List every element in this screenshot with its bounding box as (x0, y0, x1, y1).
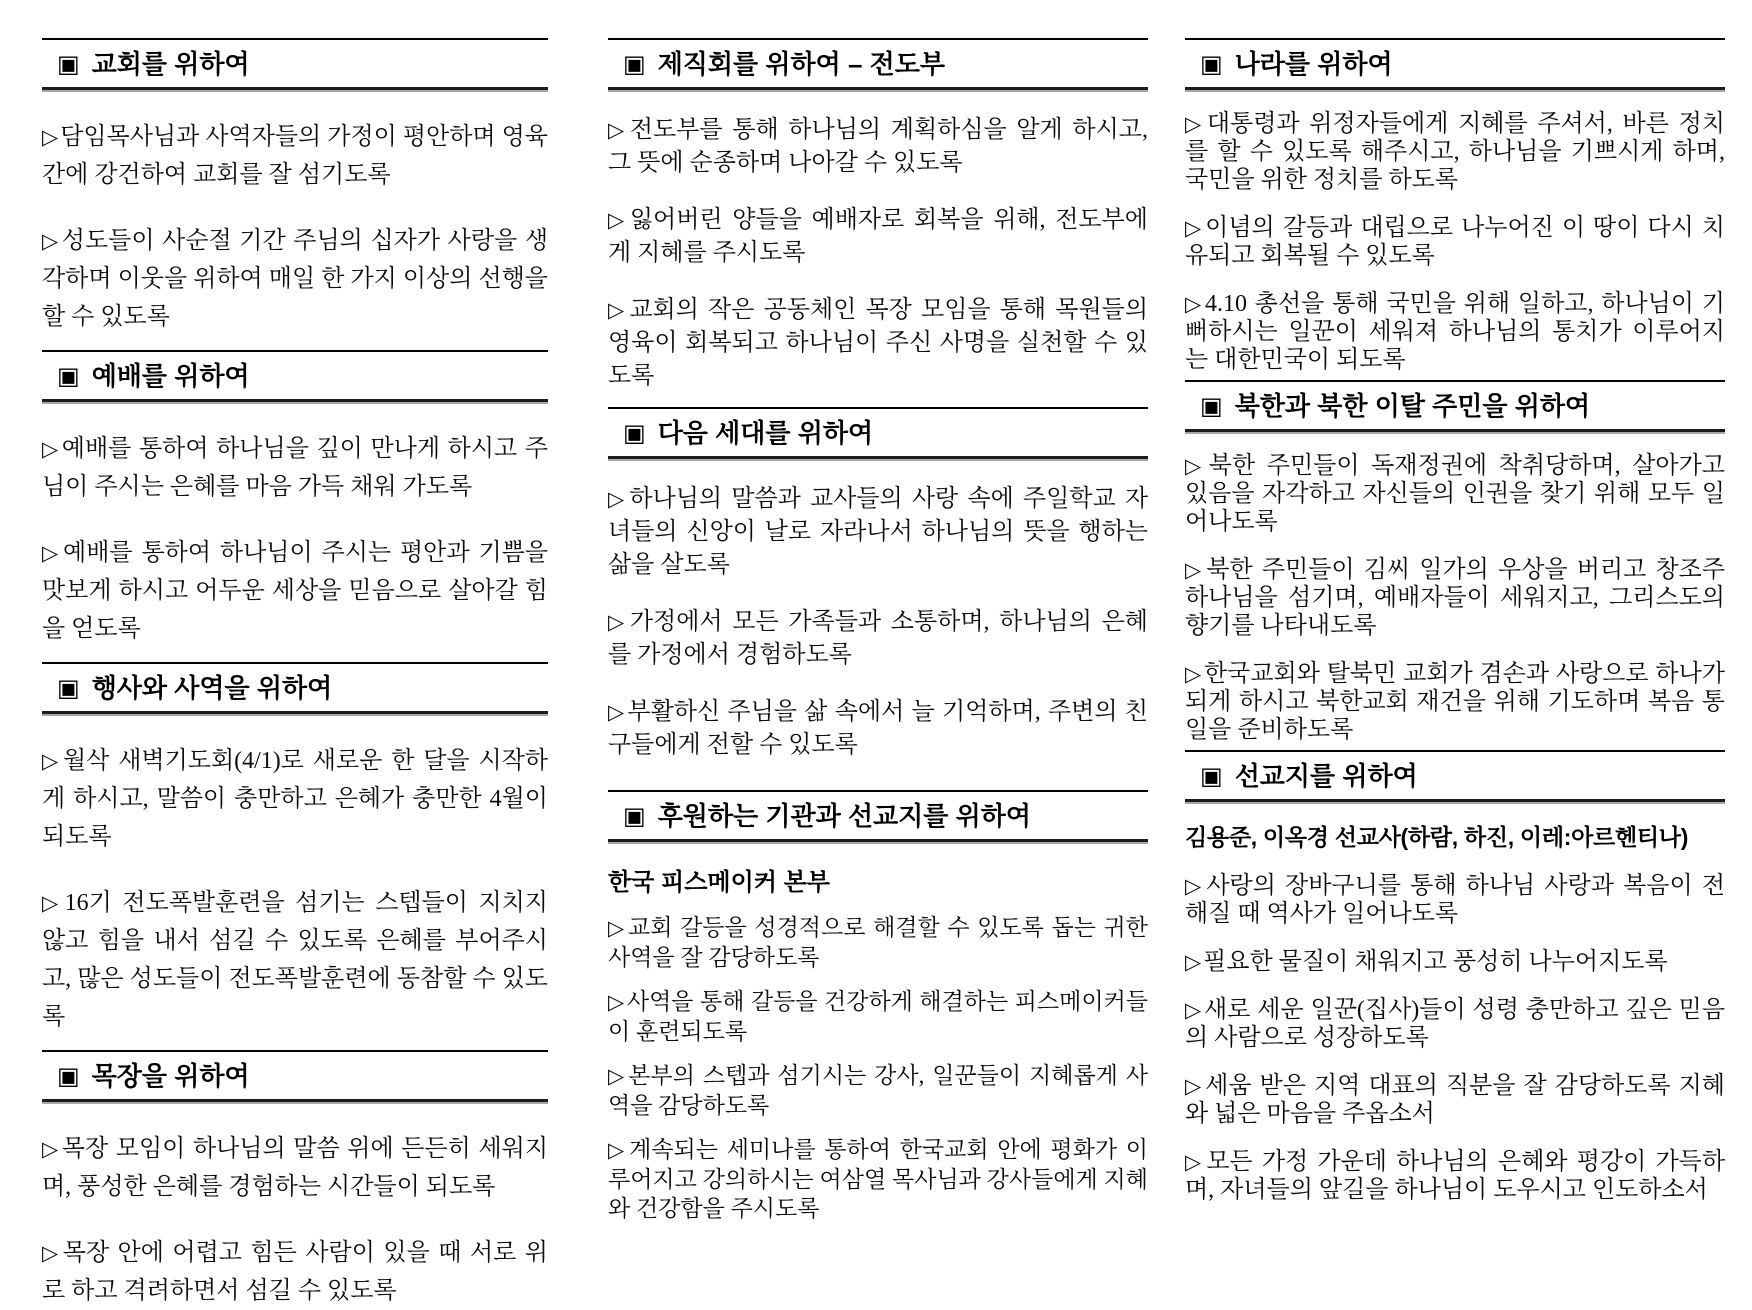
item-bullet-icon: ▷ (42, 891, 63, 915)
item-bullet-icon: ▷ (608, 208, 628, 232)
prayer-item (608, 913, 1148, 972)
prayer-item-text: 북한 주민들이 독재정권에 착취당하며, 살아가고 있음을 자각하고 자신들의 인권을 찾기 위해 모두 일어나도록 (1185, 453, 1725, 535)
item-bullet-icon: ▷ (1185, 662, 1202, 686)
item-bullet-icon: ▷ (608, 1064, 627, 1088)
prayer-item (608, 1135, 1148, 1223)
item-bullet-icon: ▷ (608, 610, 628, 634)
item-bullet-icon: ▷ (42, 749, 61, 773)
prayer-item (608, 987, 1148, 1046)
section-events-ministry (42, 662, 548, 1036)
section-worship (42, 350, 548, 648)
item-bullet-icon: ▷ (608, 700, 626, 724)
section-supported-organizations (608, 790, 1148, 1223)
prayer-item (608, 114, 1148, 180)
section-next-generation (608, 407, 1148, 762)
prayer-item-text: 사역을 통해 갈등을 건강하게 해결하는 피스메이커들이 훈련되도록 (608, 989, 1149, 1044)
prayer-item (1185, 1072, 1725, 1128)
section-nation (1185, 38, 1725, 374)
section-marker-icon: ▣ (1200, 50, 1223, 78)
section-church (42, 38, 548, 336)
prayer-item-text: 대통령과 위정자들에게 지혜를 주셔서, 바른 정치를 할 수 있도록 해주시고, 하나님을 기쁘시게 하며, 국민을 위한 정치를 하도록 (1185, 111, 1725, 193)
item-bullet-icon: ▷ (608, 118, 628, 142)
column-middle (608, 0, 1148, 1223)
prayer-item (1185, 556, 1725, 640)
section-header (1185, 38, 1725, 90)
prayer-item (42, 118, 548, 194)
prayer-item (1185, 1148, 1725, 1204)
section-title: 교회를 위하여 (91, 49, 250, 79)
section-mokjang (42, 1050, 548, 1310)
prayer-item (42, 430, 548, 506)
section-marker-icon: ▣ (623, 802, 646, 830)
column-right (1185, 0, 1725, 1204)
prayer-item (42, 1130, 548, 1206)
prayer-item (1185, 660, 1725, 744)
item-bullet-icon: ▷ (42, 541, 62, 565)
prayer-item (42, 534, 548, 648)
prayer-item-text: 예배를 통하여 하나님이 주시는 평안과 기쁨을 맛보게 하시고 어두운 세상을 믿음으로 살아갈 힘을 얻도록 (42, 540, 548, 642)
prayer-item (1185, 214, 1725, 270)
prayer-item-text: 계속되는 세미나를 통하여 한국교회 안에 평화가 이루어지고 강의하시는 여삼열 목사님과 강사들에게 지혜와 건강함을 주시도록 (608, 1137, 1149, 1221)
prayer-item (608, 294, 1148, 393)
item-bullet-icon: ▷ (42, 125, 59, 149)
item-bullet-icon: ▷ (1185, 112, 1205, 136)
prayer-item-text: 목장 모임이 하나님의 말씀 위에 든든히 세워지며, 풍성한 은혜를 경험하는 시간들이 되도록 (42, 1136, 548, 1200)
item-bullet-icon: ▷ (1185, 950, 1202, 974)
item-bullet-icon: ▷ (1185, 1074, 1204, 1098)
item-bullet-icon: ▷ (1185, 874, 1205, 898)
prayer-item-text: 교회 갈등을 성경적으로 해결할 수 있도록 돕는 귀한 사역을 잘 감당하도록 (608, 915, 1148, 970)
prayer-item-text: 16기 전도폭발훈련을 섬기는 스텝들이 지치지 않고 힘을 내서 섬길 수 있도록 은혜를 부어주시고, 많은 성도들이 전도폭발훈련에 동참할 수 있도록 (42, 890, 548, 1030)
prayer-item (42, 222, 548, 336)
section-marker-icon: ▣ (57, 1062, 80, 1090)
prayer-item (1185, 290, 1725, 374)
item-bullet-icon: ▷ (608, 1138, 628, 1162)
prayer-item-text: 교회의 작은 공동체인 목장 모임을 통해 목원들의 영육이 회복되고 하나님이 주신 사명을 실천할 수 있도록 (608, 297, 1148, 389)
prayer-item (1185, 996, 1725, 1052)
section-marker-icon: ▣ (57, 362, 80, 390)
item-bullet-icon: ▷ (1185, 558, 1205, 582)
section-title: 행사와 사역을 위하여 (91, 673, 333, 703)
prayer-item-text: 월삭 새벽기도회(4/1)로 새로운 한 달을 시작하게 하시고, 말씀이 충만하고 은혜가 충만한 4월이 되도록 (42, 748, 548, 850)
prayer-item-text: 하나님의 말씀과 교사들의 사랑 속에 주일학교 자녀들의 신앙이 날로 자라나서 하나님의 뜻을 행하는 삶을 살도록 (608, 486, 1148, 578)
prayer-item (1185, 452, 1725, 536)
item-bullet-icon: ▷ (1185, 292, 1203, 316)
section-title: 예배를 위하여 (91, 361, 250, 391)
prayer-item (608, 606, 1148, 672)
prayer-item (1185, 948, 1725, 976)
section-title: 선교지를 위하여 (1234, 761, 1418, 791)
item-bullet-icon: ▷ (1185, 1150, 1205, 1174)
prayer-item (42, 1234, 548, 1310)
section-marker-icon: ▣ (1200, 392, 1223, 420)
prayer-item-text: 새로 세운 일꾼(집사)들이 성령 충만하고 깊은 믿음의 사람으로 성장하도록 (1185, 997, 1725, 1051)
item-bullet-icon: ▷ (608, 990, 625, 1014)
section-deacons-evangelism (608, 38, 1148, 393)
prayer-item-text: 잃어버린 양들을 예배자로 회복을 위해, 전도부에게 지혜를 주시도록 (608, 207, 1148, 266)
prayer-item-text: 부활하신 주님을 삶 속에서 늘 기억하며, 주변의 친구들에게 전할 수 있도록 (608, 699, 1148, 758)
prayer-item-text: 세움 받은 지역 대표의 직분을 잘 감당하도록 지혜와 넓은 마음을 주옵소서 (1185, 1073, 1725, 1127)
item-bullet-icon: ▷ (608, 487, 628, 511)
section-header (608, 790, 1148, 842)
prayer-item-text: 4.10 총선을 통해 국민을 위해 일하고, 하나님이 기뻐하시는 일꾼이 세워져 하나님의 통치가 이루어지는 대한민국이 되도록 (1185, 291, 1725, 373)
item-bullet-icon: ▷ (1185, 998, 1203, 1022)
prayer-item (608, 204, 1148, 270)
section-header (608, 407, 1148, 459)
section-header (42, 1050, 548, 1102)
prayer-item (608, 696, 1148, 762)
prayer-item-text: 한국교회와 탈북민 교회가 겸손과 사랑으로 하나가 되게 하시고 북한교회 재건을 위해 기도하며 복음 통일을 준비하도록 (1185, 661, 1725, 743)
section-header (42, 662, 548, 714)
section-marker-icon: ▣ (1200, 762, 1223, 790)
item-bullet-icon: ▷ (1185, 216, 1204, 240)
column-left (42, 0, 548, 1310)
organization-name: 한국 피스메이커 본부 (608, 869, 830, 896)
prayer-item (1185, 872, 1725, 928)
item-bullet-icon: ▷ (42, 229, 60, 253)
prayer-item-text: 전도부를 통해 하나님의 계획하심을 알게 하시고, 그 뜻에 순종하며 나아갈 수 있도록 (608, 117, 1148, 176)
section-north-korea (1185, 380, 1725, 744)
missionary-names: 김용준, 이옥경 선교사(하람, 하진, 이레:아르헨티나) (1185, 824, 1689, 850)
item-bullet-icon: ▷ (608, 298, 628, 322)
section-title: 제직회를 위하여 – 전도부 (657, 49, 945, 79)
section-title: 북한과 북한 이탈 주민을 위하여 (1234, 391, 1591, 421)
prayer-item (608, 1061, 1148, 1120)
section-header (42, 350, 548, 402)
item-bullet-icon: ▷ (608, 916, 627, 940)
item-bullet-icon: ▷ (42, 1241, 61, 1265)
section-marker-icon: ▣ (623, 419, 646, 447)
section-title: 나라를 위하여 (1234, 49, 1393, 79)
section-title: 후원하는 기관과 선교지를 위하여 (657, 801, 1031, 831)
section-title: 목장을 위하여 (91, 1061, 250, 1091)
prayer-item-text: 필요한 물질이 채워지고 풍성히 나누어지도록 (1203, 949, 1668, 975)
section-header (42, 38, 548, 90)
section-title: 다음 세대를 위하여 (657, 418, 874, 448)
item-bullet-icon: ▷ (1185, 454, 1207, 478)
section-marker-icon: ▣ (623, 50, 646, 78)
prayer-item-text: 모든 가정 가운데 하나님의 은혜와 평강이 가득하며, 자녀들의 앞길을 하나님이 도우시고 인도하소서 (1185, 1149, 1725, 1203)
item-bullet-icon: ▷ (42, 1137, 60, 1161)
section-mission-field (1185, 750, 1725, 1204)
prayer-item (42, 742, 548, 856)
prayer-item-text: 이념의 갈등과 대립으로 나누어진 이 땅이 다시 치유되고 회복될 수 있도록 (1185, 215, 1725, 269)
prayer-item-text: 가정에서 모든 가족들과 소통하며, 하나님의 은혜를 가정에서 경험하도록 (608, 609, 1148, 668)
section-header (608, 38, 1148, 90)
prayer-item-text: 북한 주민들이 김씨 일가의 우상을 버리고 창조주 하나님을 섬기며, 예배자들이 세워지고, 그리스도의 향기를 나타내도록 (1185, 557, 1725, 639)
prayer-item (608, 483, 1148, 582)
prayer-item-text: 성도들이 사순절 기간 주님의 십자가 사랑을 생각하며 이웃을 위하여 매일 한 가지 이상의 선행을 할 수 있도록 (42, 228, 548, 330)
prayer-item-text: 예배를 통하여 하나님을 깊이 만나게 하시고 주님이 주시는 은혜를 마음 가득 채워 가도록 (42, 436, 548, 500)
section-marker-icon: ▣ (57, 50, 80, 78)
section-header (1185, 380, 1725, 432)
prayer-item (1185, 110, 1725, 194)
prayer-item-text: 사랑의 장바구니를 통해 하나님 사랑과 복음이 전해질 때 역사가 일어나도록 (1185, 873, 1725, 927)
section-header (1185, 750, 1725, 802)
prayer-item (42, 884, 548, 1036)
item-bullet-icon: ▷ (42, 437, 60, 461)
section-marker-icon: ▣ (57, 674, 80, 702)
prayer-item-text: 본부의 스텝과 섬기시는 강사, 일꾼들이 지혜롭게 사역을 감당하도록 (608, 1063, 1148, 1118)
prayer-item-text: 담임목사님과 사역자들의 가정이 평안하며 영육 간에 강건하여 교회를 잘 섬기도록 (42, 124, 548, 188)
prayer-item-text: 목장 안에 어렵고 힘든 사람이 있을 때 서로 위로 하고 격려하면서 섬길 수 있도록 (42, 1240, 548, 1304)
